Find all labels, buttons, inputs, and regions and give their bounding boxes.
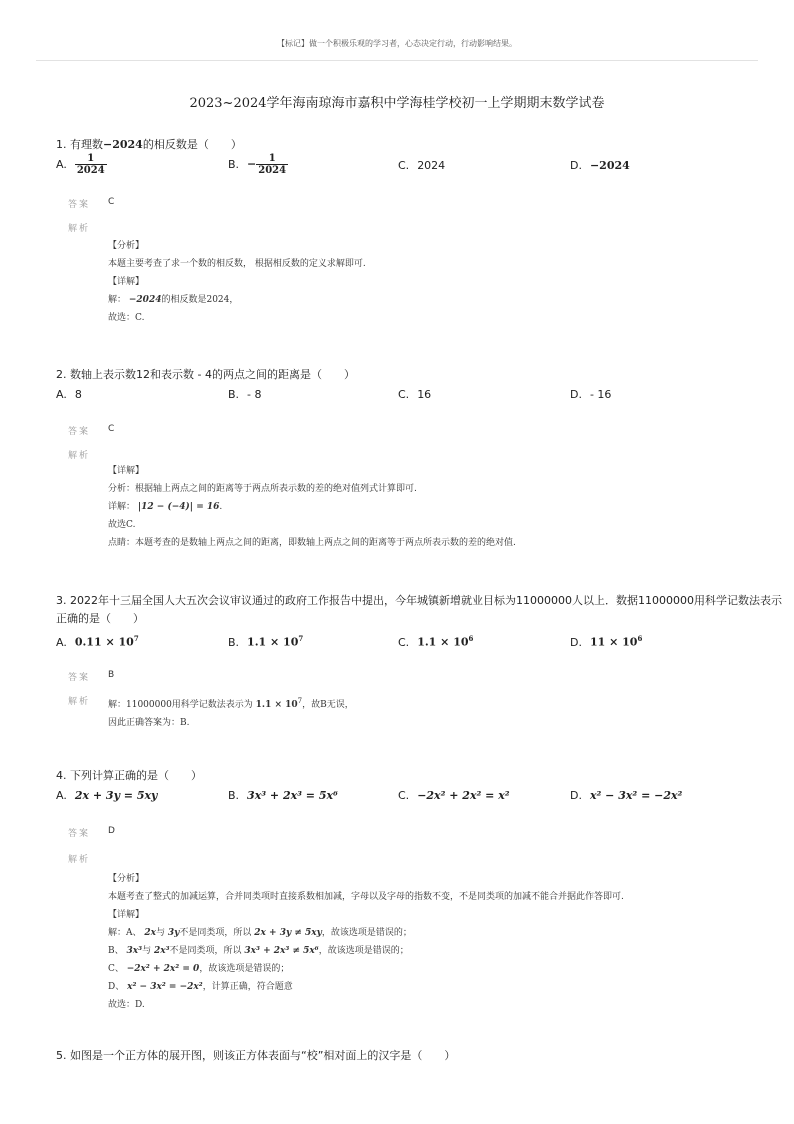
option-b[interactable]: B. $1.1 \times 10^7$: [228, 634, 304, 649]
option-d[interactable]: D. x² − 3x² = −2x²: [570, 789, 683, 802]
option-d[interactable]: D. −2024: [570, 159, 630, 172]
option-c[interactable]: C. $1.1 \times 10^6$: [398, 634, 474, 649]
answer-label: 答案: [68, 200, 91, 210]
option-c[interactable]: C. −2x² + 2x² = x²: [398, 789, 510, 802]
option-d[interactable]: D. $11 \times 10^6$: [570, 634, 643, 649]
option-b[interactable]: B. - 8: [228, 388, 262, 401]
analysis-label: 解析: [68, 451, 91, 461]
option-b[interactable]: B. 3x³ + 2x³ = 5x⁶: [228, 789, 338, 802]
question-2-options: [56, 388, 756, 408]
exam-title: 2023~2024学年海南琼海市嘉积中学海桂学校初一上学期期末数学试卷: [189, 96, 605, 111]
option-a[interactable]: A. 8: [56, 388, 82, 401]
analysis-label: 解析: [68, 697, 91, 707]
answer-label: 答案: [68, 427, 91, 437]
question-5-stem: 5. 如图是一个正方体的展开图，则该正方体表面与“校”相对面上的汉字是（ ）: [56, 1049, 456, 1062]
header-divider: [36, 60, 758, 61]
question-5: [56, 1047, 746, 1065]
answer-label: 答案: [68, 673, 91, 683]
question-4-stem: 4. 下列计算正确的是（ ）: [56, 769, 202, 782]
answer-value: C: [108, 424, 115, 434]
question-3-solution-area: [56, 668, 756, 738]
answer-value: D: [108, 826, 115, 836]
header-motto: 【标记】做一个积极乐观的学习者，心态决定行动，行动影响结果。: [277, 39, 517, 48]
option-a[interactable]: A. $\frac{1}{2024}$: [56, 153, 105, 176]
option-a[interactable]: A. $0.11 \times 10^7$: [56, 634, 139, 649]
question-1: [56, 136, 746, 154]
question-1-solution-area: [56, 195, 756, 335]
question-4-solution-area: [56, 824, 756, 1014]
answer-value: B: [108, 670, 115, 680]
option-b[interactable]: B. − $\frac{1}{2024}$: [228, 153, 287, 176]
solution-text: 【详解】 分析：根据轴上两点之间的距离等于两点所表示数的差的绝对值列式计算即可. 详解： |12 − (−4)| = 16. 故选C. 点睛：本题考查的是数轴上两点之间的距离，即数轴上两点之间的距离等于两点所表示数的差的绝对值.: [108, 466, 516, 548]
question-3: [56, 592, 782, 628]
question-4-options: [56, 789, 756, 809]
question-2-solution-area: [56, 422, 756, 562]
option-c[interactable]: C. 16: [398, 388, 432, 401]
answer-label: 答案: [68, 829, 91, 839]
solution-text: 【分析】 本题考查了整式的加减运算，合并同类项时直接系数相加减，字母以及字母的指数不变，不是同类项的加减不能合并据此作答即可. 【详解】 解：A、 2x与 3y不是同类项，所以 2x + 3y ≠ 5xy，故该选项是错误的； B、 3x³与 2x³不是同类项，所以 3x³ + 2x³ ≠ 5x⁶，故该选项是错误的； C、 −2x² + 2x² = 0，故该选项是错误的； D、 x² − 3x² = −2x²，计算正确，符合题意 故选：D.: [108, 874, 624, 1010]
analysis-label: 解析: [68, 224, 91, 234]
question-3-options: [56, 634, 756, 654]
question-1-stem: 1. 有理数−2024的相反数是（ ）: [56, 138, 242, 151]
solution-text: 【分析】 本题主要考查了求一个数的相反数， 根据相反数的定义求解即可. 【详解】 解： −2024的相反数是2024， 故选：C.: [108, 241, 366, 323]
option-d[interactable]: D. - 16: [570, 388, 612, 401]
analysis-label: 解析: [68, 855, 91, 865]
option-c[interactable]: C. 2024: [398, 159, 446, 172]
question-2: [56, 366, 746, 384]
option-a[interactable]: A. 2x + 3y = 5xy: [56, 789, 158, 802]
question-2-stem: 2. 数轴上表示数12和表示数 - 4的两点之间的距离是（ ）: [56, 368, 355, 381]
answer-value: C: [108, 197, 115, 207]
solution-text: 解：11000000用科学记数法表示为 $1.1 \times 10^7$，故B无误， 因此正确答案为：B.: [108, 697, 354, 728]
question-4: [56, 767, 746, 785]
question-1-options: [56, 153, 756, 185]
question-3-stem: 3. 2022年十三届全国人大五次会议审议通过的政府工作报告中提出，今年城镇新增就业目标为11000000人以上．数据11000000用科学记数法表示 正确的是（ ）: [56, 594, 782, 625]
